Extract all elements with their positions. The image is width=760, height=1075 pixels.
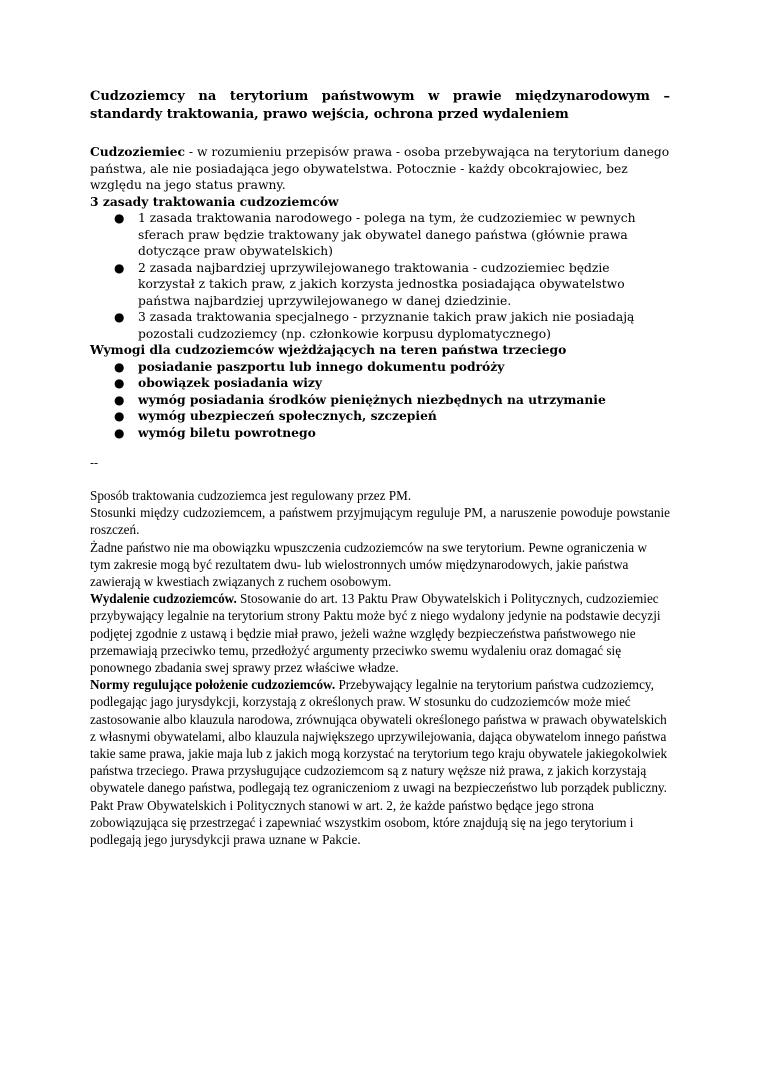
list-item: ● 1 zasada traktowania narodowego - polega na tym, że cudzoziemiec w pewnych sferach praw będzie traktowany jak obywatel danego państwa (głównie prawa dotyczące praw obywatelskich) [114, 211, 636, 258]
bullet-icon: ● [114, 392, 125, 407]
expulsion-paragraph: Wydalenie cudzoziemców. Stosowanie do art. 13 Paktu Praw Obywatelskich i Politycznych, cudzoziemiec przybywający legalnie na terytorium strony Paktu może być z niego wydalony jedynie na podstawie decyzji podjętej zgodnie z ustawą i będzie miał prawo, jeżeli ważne względy bezpieczeństwa państwowego nie przemawiają przeciwko temu, przedłożyć argumenty przeciwko swemu wydaleniu oraz domagać się ponownego zbadania swej sprawy przez właściwe władze. [90, 591, 661, 676]
bullet-icon: ● [114, 425, 125, 440]
body-paragraph: Żadne państwo nie ma obowiązku wpuszczenia cudzoziemców na swe terytorium. Pewne ograniczenia w tym zakresie mogą być rezultatem dwu- lub wielostronnych umów międzynarodowych, jakie państwa zawierają w kwestiach związanych z ruchem osobowym. [90, 539, 647, 590]
list-item: ● 3 zasada traktowania specjalnego - przyznanie takich praw jakich nie posiadają pozostali cudzoziemcy (np. członkowie korpusu dyplomatycznego) [114, 310, 635, 341]
definition-term: Cudzoziemiec [90, 144, 185, 159]
bullet-icon: ● [114, 359, 125, 374]
list-item: ● wymóg ubezpieczeń społecznych, szczepień [114, 408, 437, 423]
bullet-icon: ● [114, 260, 125, 275]
rules-list [90, 210, 670, 342]
list-item: ● wymóg biletu powrotnego [114, 424, 316, 440]
bullet-icon: ● [114, 310, 125, 324]
document-title: Cudzoziemcy na terytorium państwowym w prawie międzynarodowym – standardy traktowania, prawo wejścia, ochrona przed wydaleniem [90, 89, 670, 122]
body-paragraph: Sposób traktowania cudzoziemca jest regulowany przez PM. [90, 488, 412, 503]
requirements-list [90, 359, 670, 442]
definition-paragraph [90, 144, 670, 194]
list-item: ● posiadanie paszportu lub innego dokumentu podróży [114, 358, 505, 374]
bullet-icon: ● [114, 211, 125, 225]
body-paragraph: Stosunki między cudzoziemcem, a państwem przyjmującym reguluje PM, a naruszenie powoduje powstanie roszczeń. [90, 505, 670, 538]
rules-heading: 3 zasady traktowania cudzoziemców [90, 193, 339, 209]
requirements-heading: Wymogi dla cudzoziemców wjeżdżających na teren państwa trzeciego [90, 342, 567, 357]
list-item: ● obowiązek posiadania wizy [114, 375, 323, 390]
list-item: ● 2 zasada najbardziej uprzywilejowanego traktowania - cudzoziemiec będzie korzystał z takich praw, z jakich korzysta jednostka posiadająca obywatelstwo państwa najbardziej uprzywilejowanego w danej dziedzinie. [114, 260, 625, 308]
document-page [90, 88, 670, 848]
bullet-icon: ● [114, 376, 125, 390]
list-item: ● wymóg posiadania środków pieniężnych niezbędnych na utrzymanie [114, 391, 606, 407]
section-separator: -- [90, 456, 99, 470]
expulsion-heading: Wydalenie cudzoziemców. [90, 591, 237, 607]
definition-text: - w rozumieniu przepisów prawa - osoba przebywająca na terytorium danego państwa, ale nie posiadająca jego obywatelstwa. Potocznie - każdy obcokrajowiec, bez względu na jego status prawny. [90, 145, 670, 192]
bullet-icon: ● [114, 409, 125, 423]
norms-paragraph: Normy regulujące położenie cudzoziemców. Przebywający legalnie na terytorium państwa cudzoziemcy, podlegając jago jurysdykcji, korzystają z określonych praw. W stosunku do cudzoziemców może mieć zastosowanie albo klauzula narodowa, zrównująca obywateli określonego państwa w prawach obywatelskich z własnymi obywatelami, albo klauzula największego uprzywilejowania, dająca obywatelom innego państwa takie same prawa, jakie maja lub z jakich mogą korzystać na terytorium tego kraju obywatele jakiegokolwiek państwa trzeciego. Prawa przysługujące cudzoziemcom są z natury węższe niż prawa, z jakich korzystają obywatele danego państwa, podlegają tez ograniczeniom z uwagi na bezpieczeństwo lub porządek publiczny. Pakt Praw Obywatelskich i Politycznych stanowi w art. 2, że każde państwo będące jego strona zobowiązująca się przestrzegać i zapewniać wszystkim osobom, które znajdują się na jego terytorium i podlegają jego jurysdykcji prawa uznane w Pakcie. [90, 677, 668, 848]
norms-heading: Normy regulujące położenie cudzoziemców. [90, 677, 336, 693]
